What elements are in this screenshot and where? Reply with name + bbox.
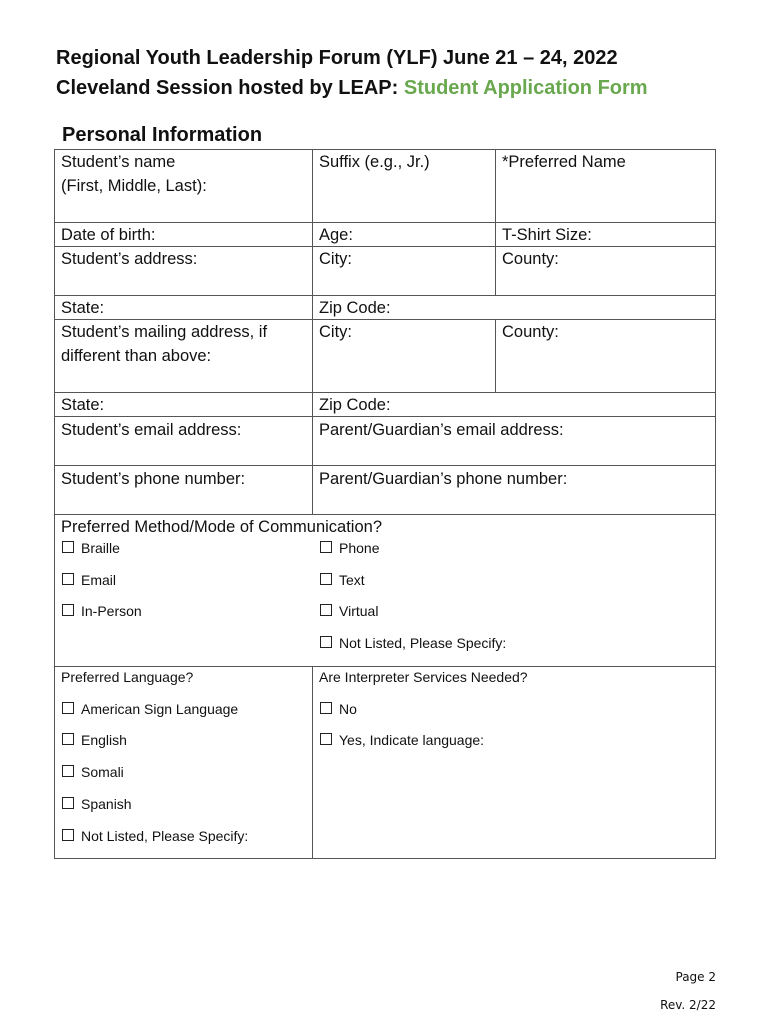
tshirt-size-label: T-Shirt Size: — [502, 226, 592, 244]
braille-label: Braille — [81, 540, 120, 556]
virtual-option-label: Virtual — [339, 603, 379, 619]
interpreter-yes-checkbox[interactable] — [320, 733, 332, 745]
preferred-name-label: *Preferred Name — [502, 153, 626, 171]
in-person-checkbox[interactable] — [62, 604, 74, 616]
col-divider — [495, 319, 496, 392]
row-divider — [54, 666, 716, 667]
col-divider — [495, 222, 496, 246]
subtitle-highlight: Student Application Form — [403, 77, 648, 99]
communication-question: Preferred Method/Mode of Communication? — [61, 518, 382, 536]
email-checkbox[interactable] — [62, 573, 74, 585]
age-label: Age: — [319, 226, 353, 244]
spanish-label: Spanish — [81, 796, 132, 812]
email-option-label: Email — [81, 572, 117, 588]
phone-label: Student’s phone number: — [61, 470, 246, 488]
col-divider — [495, 149, 496, 222]
zip-code-label: Zip Code: — [319, 299, 391, 317]
section-title: Personal Information — [62, 124, 263, 146]
interpreter-no-label: No — [339, 701, 357, 717]
interpreter-question: Are Interpreter Services Needed? — [319, 669, 528, 685]
dob-label: Date of birth: — [61, 226, 156, 244]
spanish-checkbox[interactable] — [62, 797, 74, 809]
interpreter-no-checkbox[interactable] — [320, 702, 332, 714]
mailing-zip-label: Zip Code: — [319, 396, 391, 414]
in-person-label: In-Person — [81, 603, 142, 619]
virtual-checkbox[interactable] — [320, 604, 332, 616]
form-subtitle — [56, 77, 648, 100]
comm-not-listed-checkbox[interactable] — [320, 636, 332, 648]
interpreter-yes-label: Yes, Indicate language: — [339, 732, 485, 748]
student-name-label: Student’s name — [61, 153, 176, 171]
city-label: City: — [319, 250, 352, 268]
county-label: County: — [502, 250, 559, 268]
language-not-listed-label: Not Listed, Please Specify: — [81, 828, 249, 844]
table-border-left — [54, 149, 55, 858]
somali-label: Somali — [81, 764, 124, 780]
somali-checkbox[interactable] — [62, 765, 74, 777]
form-title: Regional Youth Leadership Forum (YLF) June 21 – 24, 2022 — [56, 47, 618, 69]
guardian-phone-label: Parent/Guardian’s phone number: — [319, 470, 568, 488]
asl-label: American Sign Language — [81, 701, 239, 717]
mailing-state-label: State: — [61, 396, 105, 414]
text-checkbox[interactable] — [320, 573, 332, 585]
suffix-label: Suffix (e.g., Jr.) — [319, 153, 430, 171]
state-label: State: — [61, 299, 105, 317]
mailing-address-label: Student’s mailing address, if — [61, 323, 268, 341]
page-number: Page 2 — [675, 970, 716, 984]
table-border-bottom — [54, 858, 716, 859]
mailing-city-label: City: — [319, 323, 352, 341]
table-border-right — [715, 149, 716, 858]
phone-checkbox[interactable] — [320, 541, 332, 553]
address-label: Student’s address: — [61, 250, 198, 268]
row-divider — [54, 465, 716, 466]
text-option-label: Text — [339, 572, 365, 588]
mailing-county-label: County: — [502, 323, 559, 341]
email-label: Student’s email address: — [61, 421, 242, 439]
revision-label: Rev. 2/22 — [660, 998, 716, 1012]
comm-not-listed-label: Not Listed, Please Specify: — [339, 635, 507, 651]
col-divider — [495, 246, 496, 295]
student-name-hint: (First, Middle, Last): — [61, 177, 207, 195]
language-not-listed-checkbox[interactable] — [62, 829, 74, 841]
col-divider — [312, 149, 313, 514]
braille-checkbox[interactable] — [62, 541, 74, 553]
english-label: English — [81, 732, 127, 748]
language-question: Preferred Language? — [61, 669, 194, 685]
phone-option-label: Phone — [339, 540, 380, 556]
asl-checkbox[interactable] — [62, 702, 74, 714]
mailing-address-hint: different than above: — [61, 347, 212, 365]
subtitle-prefix: Cleveland Session hosted by LEAP: — [56, 77, 404, 99]
col-divider — [312, 666, 313, 858]
guardian-email-label: Parent/Guardian’s email address: — [319, 421, 564, 439]
english-checkbox[interactable] — [62, 733, 74, 745]
